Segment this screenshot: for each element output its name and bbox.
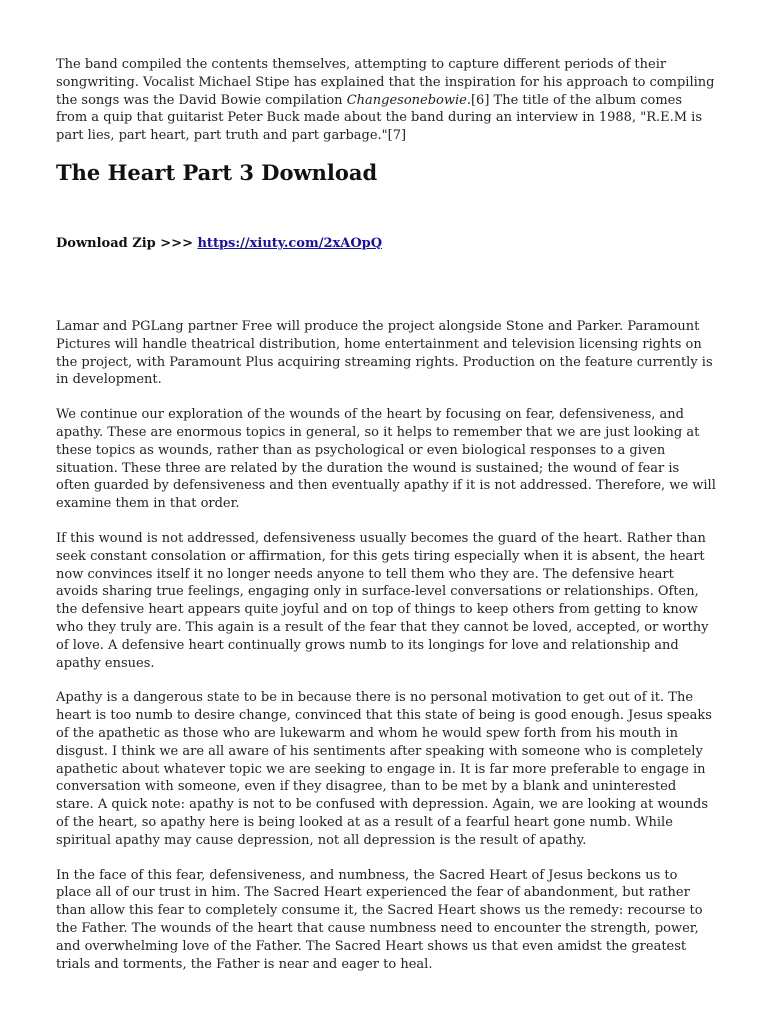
body-paragraph: Lamar and PGLang partner Free will produce the project alongside Stone and Parker. Paramount Pictures will handle theatrical distribution, home entertainment and television licensing rights on the project, with Paramount Plus acquiring streaming rights. Production on the feature currently is in development. — [56, 319, 713, 388]
body-paragraph: Apathy is a dangerous state to be in because there is no personal motivation to get out of it. The heart is too numb to desire change, convinced that this state of being is good enough. Jesus speaks of the apathetic as those who are lukewarm and whom he would spew forth from his mouth in disgust. I think we are all aware of his sentiments after speaking with someone who is completely apathetic about whatever topic we are seeking to engage in. It is far more preferable to engage in conversation with someone, even if they disagree, than to be met by a blank and uninterested stare. A quick note: apathy is not to be confused with depression. Again, we are looking at wounds of the heart, so apathy here is being looked at as a result of a fearful heart gone numb. While spiritual apathy may cause depression, not all depression is the result of apathy. — [56, 690, 712, 848]
body-paragraph: We continue our exploration of the wounds of the heart by focusing on fear, defensiveness, and apathy. These are enormous topics in general, so it helps to remember that we are just looking at these topics as wounds, rather than as psychological or even biological responses to a given situation. These three are related by the duration the wound is sustained; the wound of fear is often guarded by defensiveness and then eventually apathy if it is not addressed. Therefore, we will examine them in that order. — [56, 407, 716, 512]
download-label: Download Zip >>> — [56, 236, 198, 251]
intro-paragraph — [56, 56, 716, 145]
intro-text-end: .[6] The title of the album comes from a quip that guitarist Peter Buck made about the band during an interview in 1988, "R.E.M is part lies, part heart, part truth and part garbage."[7] — [56, 92, 703, 144]
body-paragraph: If this wound is not addressed, defensiveness usually becomes the guard of the heart. Rather than seek constant consolation or affirmation, for this gets tiring especially when it is absent, the heart now convinces itself it no longer needs anyone to tell them who they are. The defensive heart avoids sharing true feelings, engaging only in surface-level conversations or relationships. Often, the defensive heart appears quite joyful and on top of things to keep others from getting to know who they truly are. This again is a result of the fear that they cannot be loved, accepted, or worthy of love. A defensive heart continually grows numb to its longings for love and relationship and apathy ensues. — [56, 530, 709, 671]
intro-text-start: The band compiled the contents themselves, attempting to capture different periods of their songwriting. Vocalist Michael Stipe has explained that the inspiration for his approach to compiling the songs was the David Bowie compilation — [56, 57, 715, 108]
article-body — [56, 318, 716, 990]
page-title: The Heart Part 3 Download — [56, 160, 378, 185]
body-paragraph: In the face of this fear, defensiveness, and numbness, the Sacred Heart of Jesus beckons us to place all of our trust in him. The Sacred Heart experienced the fear of abandonment, but rather than allow this fear to completely consume it, the Sacred Heart shows us the remedy: recourse to the Father. The wounds of the heart that cause numbness need to encounter the strength, power, and overwhelming love of the Father. The Sacred Heart shows us that even amidst the greatest trials and torments, the Father is near and eager to heal. — [56, 867, 703, 972]
download-link[interactable]: https://xiuty.com/2xAOpQ — [197, 236, 383, 251]
album-title-italic: Changesonebowie — [346, 92, 467, 108]
download-line — [56, 235, 382, 253]
